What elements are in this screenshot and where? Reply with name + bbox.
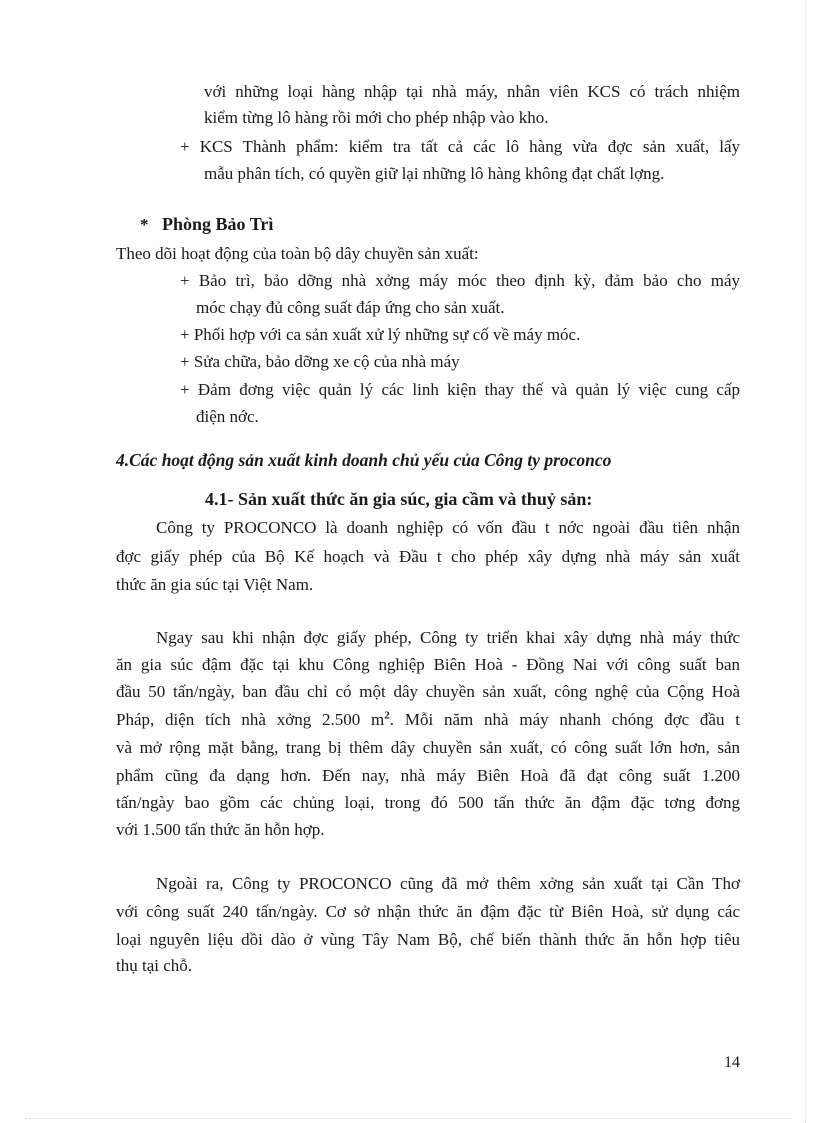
paragraph-1-line-2: đợc giấy phép của Bộ Kế hoạch và Đầu t cho phép xây dựng nhà máy sản xuất xyxy=(116,547,740,566)
maintenance-item-4: + Đảm đơng việc quản lý các linh kiện thay thế và quản lý việc cung cấp xyxy=(180,380,740,399)
section-heading: 4.Các hoạt động sản xuất kinh doanh chủ yếu của Công ty proconco xyxy=(116,450,612,470)
page-right-border xyxy=(805,0,806,1123)
paragraph-2-line-4-start: Pháp, diện tích nhà xởng 2.500 m xyxy=(116,710,385,729)
paragraph-3-line-4: thụ tại chỗ. xyxy=(116,956,193,975)
paragraph-2-line-4 xyxy=(116,709,740,731)
heading-bullet-icon: * xyxy=(140,215,149,234)
maintenance-item-1: + Bảo trì, bảo dỡng nhà xởng máy móc theo định kỳ, đảm bảo cho máy xyxy=(180,271,740,290)
paragraph-2-line-6: phẩm cũng đa dạng hơn. Đến nay, nhà máy Biên Hoà đã đạt công suất 1.200 xyxy=(116,766,740,785)
kcs-intro-line-1: với những loại hàng nhập tại nhà máy, nhân viên KCS có trách nhiệm xyxy=(204,82,740,101)
kcs-intro-line-2: kiểm từng lô hàng rồi mới cho phép nhập vào kho. xyxy=(204,108,549,127)
maintenance-item-3: + Sửa chữa, bảo dỡng xe cộ của nhà máy xyxy=(180,352,460,371)
maintenance-intro: Theo dõi hoạt động của toàn bộ dây chuyền sản xuất: xyxy=(116,244,479,263)
paragraph-1-line-3: thức ăn gia súc tại Việt Nam. xyxy=(116,575,314,594)
paragraph-2-line-5: và mở rộng mặt bằng, trang bị thêm dây chuyền sản xuất, có công suất lớn hơn, sản xyxy=(116,738,740,757)
maintenance-item-2: + Phối hợp với ca sản xuất xử lý những sự cố về máy móc. xyxy=(180,325,581,344)
superscript-2: 2 xyxy=(384,709,390,722)
maintenance-item-4-cont: điện nớc. xyxy=(196,407,259,426)
paragraph-3-line-3: loại nguyên liệu dồi dào ở vùng Tây Nam Bộ, chế biến thành thức ăn hỗn hợp tiêu xyxy=(116,930,740,949)
paragraph-2-line-2: ăn gia súc đậm đặc tại khu Công nghiệp Biên Hoà - Đồng Nai với công suất ban xyxy=(116,655,740,674)
maintenance-heading: Phòng Bảo Trì xyxy=(162,214,274,234)
paragraph-1-line-1: Công ty PROCONCO là doanh nghiệp có vốn đầu t nớc ngoài đầu tiên nhận xyxy=(156,518,740,537)
page-number: 14 xyxy=(724,1054,740,1071)
maintenance-item-1-cont: móc chạy đủ công suất đáp ứng cho sản xuất. xyxy=(196,298,505,317)
kcs-product-line-1: + KCS Thành phẩm: kiểm tra tất cả các lô hàng vừa đợc sản xuất, lấy xyxy=(180,137,740,156)
kcs-product-line-2: mẫu phân tích, có quyền giữ lại những lô hàng không đạt chất lợng. xyxy=(204,164,665,183)
subsection-heading: 4.1- Sản xuất thức ăn gia súc, gia cầm và thuỷ sản: xyxy=(205,489,593,509)
paragraph-2-line-1: Ngay sau khi nhận đợc giấy phép, Công ty triển khai xây dựng nhà máy thức xyxy=(156,628,740,647)
paragraph-3-line-1: Ngoài ra, Công ty PROCONCO cũng đã mở thêm xởng sản xuất tại Cần Thơ xyxy=(156,874,740,893)
paragraph-2-line-8: với 1.500 tấn thức ăn hỗn hợp. xyxy=(116,820,325,839)
paragraph-2-line-7: tấn/ngày bao gồm các chủng loại, trong đó 500 tấn thức ăn đậm đặc tơng đơng xyxy=(116,793,740,812)
paragraph-2-line-3: đầu 50 tấn/ngày, ban đầu chỉ có một dây chuyền sản xuất, công nghệ của Cộng Hoà xyxy=(116,682,740,701)
paragraph-2-line-4-end: . Mỗi năm nhà máy nhanh chóng đợc đầu t xyxy=(389,710,740,729)
paragraph-3-line-2: với công suất 240 tấn/ngày. Cơ sở nhận thức ăn đậm đặc từ Biên Hoà, sử dụng các xyxy=(116,902,740,921)
page-bottom-border xyxy=(25,1118,791,1119)
